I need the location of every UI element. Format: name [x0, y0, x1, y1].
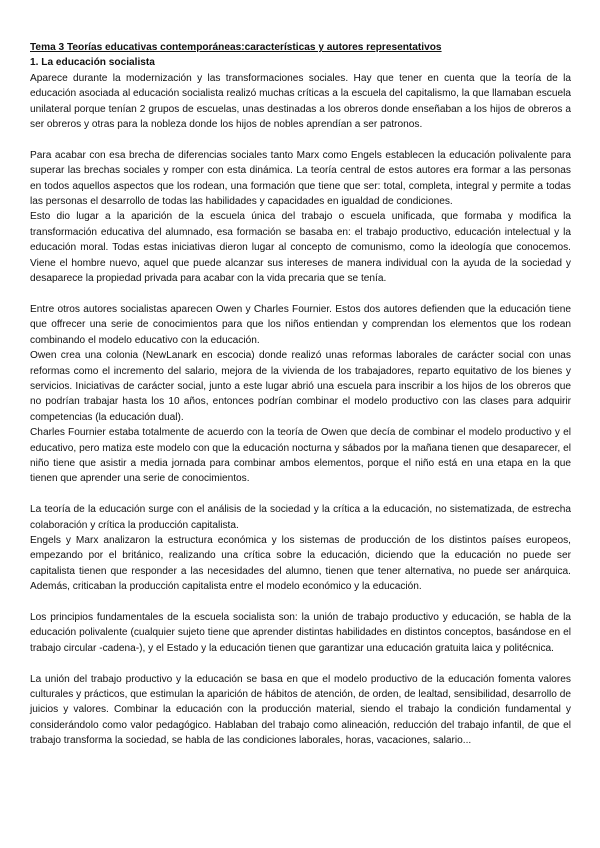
paragraph-principios: Los principios fundamentales de la escuela socialista son: la unión de trabajo productivo y educación, se habla de la educación polivalente (cualquier sujeto tiene que aprender distintas habilidades en distintos conceptos, basándose en el trabajo circular -cadena-), y el Estado y la educación tienen que garantizar una educación gratuita laica y politécnica.: [30, 611, 571, 654]
paragraph-owen: Owen crea una colonia (NewLanark en escocia) donde realizó unas reformas laborales de carácter social con unas reformas como el incremento del salario, mejora de la vivienda de los trabajadores, reparto equitativo de los bienes y servicios. Iniciativas de carácter social, junto a este lugar abrió una escuela para inscribir a los hijos de los obreros que no podrían trabajar hasta los 10 años, entonces podrían combinar el modelo productivo con las clases para adquirir competencias (la educación dual).: [30, 350, 571, 423]
document-title: Tema 3 Teorías educativas contemporáneas:características y autores representativos: [30, 42, 442, 53]
paragraph-union-trabajo: La unión del trabajo productivo y la educación se basa en que el modelo productivo de la educación fomenta valores culturales y prácticos, que estimulan la aparición de hábitos de atención, de orden, de lealtad, sensibilidad, desarrollo de juicios y valores. Combinar la educación con la producción material, siendo el trabajo la condición fundamental y considerándolo como valor pedagógico. Hablaban del trabajo como alineación, reducción del trabajo infantil, de que el trabajo transforma la sociedad, se habla de las condiciones laborales, horas, vacaciones, salario...: [30, 673, 571, 747]
paragraph-marx-engels: Para acabar con esa brecha de diferencias sociales tanto Marx como Engels establecen la educación polivalente para superar las brechas sociales y romper con esta dinámica. La teoría central de estos autores era formar a las personas en todos aquellos aspectos que los rodean, una formación que tiene que ser: total, completa, integral y permite a todas las personas el desarrollo de todas las habilidades y capacidades en igualdad de condiciones.: [30, 149, 571, 208]
section-heading: 1. La educación socialista: [30, 57, 155, 69]
paragraph-fournier: Charles Fournier estaba totalmente de acuerdo con la teoría de Owen que decía de combinar el modelo productivo y el educativo, pero matiza este modelo con que la educación nocturna y sábados por la mañana tienen que desaparecer, el niño tiene que asistir a media jornada para combinar ambos elementos, porque el niño está en una etapa en la que tienen que aprender una serie de conocimientos.: [30, 427, 571, 485]
paragraph-teoria: La teoría de la educación surge con el análisis de la sociedad y la crítica a la educación, no sistematizada, de estrecha colaboración y crítica la producción capitalista.: [30, 504, 571, 531]
paragraph-intro: Aparece durante la modernización y las transformaciones sociales. Hay que tener en cuenta que la teoría de la educación asociada al educación socialista realizó muchas críticas a la escuela del capitalismo, la que llamaban escuela unilateral porque tenían 2 grupos de escuelas, unas destinadas a los obreros donde enseñaban a los hijos de obreros a ser obreros y otras para la nobleza donde los hijos de nobles aprendían a ser patronos.: [30, 72, 571, 131]
paragraph-engels-marx: Engels y Marx analizaron la estructura económica y los sistemas de producción de los distintos países europeos, empezando por el británico, realizando una crítica sobre la educación, diciendo que la educación no puede ser capitalista tienen que responder a las necesidades del alumno, tienen que tener alternativa, no puede ser anárquica. Además, criticaban la producción capitalista entre el modelo económico y la educación.: [30, 534, 571, 593]
paragraph-owen-fournier: Entre otros autores socialistas aparecen Owen y Charles Fournier. Estos dos autores defienden que la educación tiene que offrecer una serie de conocimientos para que los niños entiendan y comprendan los elementos que los rodean combinando el modelo educativo con la educación.: [30, 303, 571, 346]
paragraph-escuela-unica: Esto dio lugar a la aparición de la escuela única del trabajo o escuela unificada, que formaba y modifica la transformación educativa del alumnado, esa formación se basaba en: el trabajo productivo, educación intelectual y la educación moral. Todas estas iniciativas dieron lugar al concepto de comunismo, como la ideología que conocemos. Viene el hombre nuevo, aquel que puede alcanzar sus intereses de manera individual con la ayuda de la sociedad y desaparece la propiedad privada para acabar con la vida precaria que se tenía.: [30, 211, 571, 285]
